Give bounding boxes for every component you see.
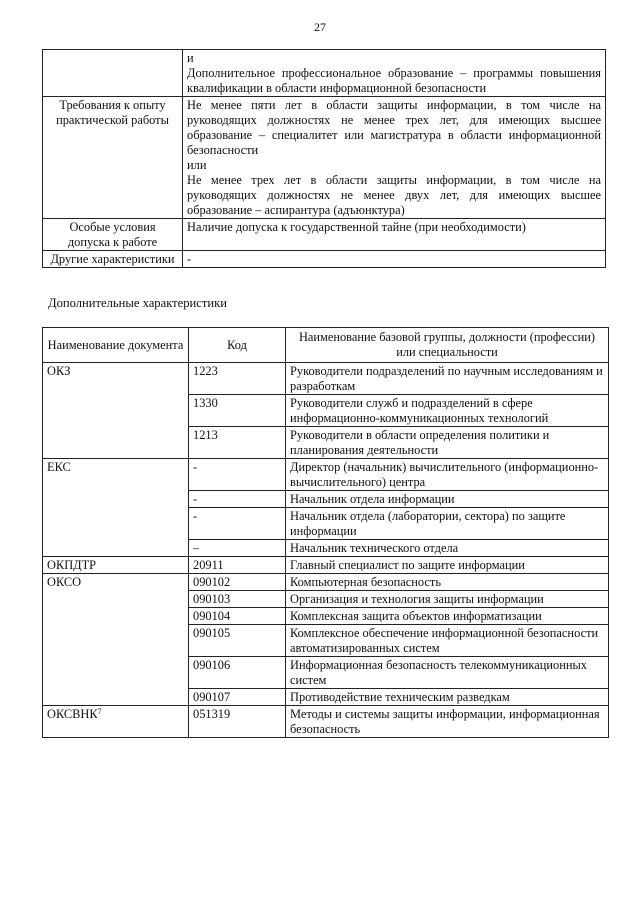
cell-code: 090104 <box>189 608 286 625</box>
cell-code: 1213 <box>189 427 286 459</box>
cell-document <box>43 395 189 427</box>
cell-code: - <box>189 508 286 540</box>
cell-document <box>43 706 189 738</box>
cell-name: Комплексная защита объектов информатизации <box>286 608 609 625</box>
content-line: Не менее трех лет в области защиты информации, в том числе на руководящих должностях не менее двух лет, для имеющих высшее образование – аспирантура (адъюнктура) <box>187 173 601 217</box>
cell-name: Комплексное обеспечение информационной безопасности автоматизированных систем <box>286 625 609 657</box>
cell-name: Информационная безопасность телекоммуникационных систем <box>286 657 609 689</box>
cell-document <box>43 625 189 657</box>
cell-code: 090106 <box>189 657 286 689</box>
row-label: Особые условия допуска к работе <box>43 219 183 251</box>
cell-name: Компьютерная безопасность <box>286 574 609 591</box>
page-number: 27 <box>314 20 326 34</box>
header-document: Наименование документа <box>43 328 189 363</box>
requirements-table <box>42 49 606 268</box>
row-content <box>183 50 606 97</box>
cell-document <box>43 491 189 508</box>
content-line: Наличие допуска к государственной тайне (при необходимости) <box>187 220 526 234</box>
cell-document <box>43 574 189 591</box>
content-line: Не менее пяти лет в области защиты информации, в том числе на руководящих должностях не менее трех лет, для имеющих высшее образование – специалитет или магистратура в области информационной безопасности <box>187 98 601 157</box>
cell-name: Главный специалист по защите информации <box>286 557 609 574</box>
cell-document <box>43 459 189 491</box>
cell-document <box>43 363 189 395</box>
row-label <box>43 50 183 97</box>
cell-code: - <box>189 491 286 508</box>
row-content <box>183 251 606 268</box>
header-code: Код <box>189 328 286 363</box>
additional-characteristics-table <box>42 327 609 738</box>
cell-name: Организация и технология защиты информации <box>286 591 609 608</box>
cell-document <box>43 689 189 706</box>
cell-code: 20911 <box>189 557 286 574</box>
cell-name: Начальник отдела информации <box>286 491 609 508</box>
content-line: Дополнительное профессиональное образование – программы повышения квалификации в области информационной безопасности <box>187 66 601 95</box>
table-row <box>43 219 606 251</box>
cell-code: 1330 <box>189 395 286 427</box>
table-row <box>43 706 609 738</box>
table-row <box>43 608 609 625</box>
cell-name: Противодействие техническим разведкам <box>286 689 609 706</box>
content-line: - <box>187 252 192 266</box>
cell-code: 090103 <box>189 591 286 608</box>
header-name: Наименование базовой группы, должности (профессии) или специальности <box>286 328 609 363</box>
cell-name: Руководители в области определения политики и планирования деятельности <box>286 427 609 459</box>
cell-code: 090102 <box>189 574 286 591</box>
content-line: и <box>187 51 194 65</box>
cell-name: Директор (начальник) вычислительного (информационно-вычислительного) центра <box>286 459 609 491</box>
table-row <box>43 97 606 219</box>
table-row <box>43 540 609 557</box>
cell-name: Руководители служб и подразделений в сфере информационно-коммуникационных технологий <box>286 395 609 427</box>
table-row <box>43 251 606 268</box>
cell-code: - <box>189 459 286 491</box>
cell-name: Начальник технического отдела <box>286 540 609 557</box>
table-row <box>43 395 609 427</box>
footnote-marker: 7 <box>97 707 102 716</box>
table-row <box>43 50 606 97</box>
table-header-row <box>43 328 609 363</box>
section-title: Дополнительные характеристики <box>48 296 227 310</box>
table-row <box>43 591 609 608</box>
table-row <box>43 657 609 689</box>
table-row <box>43 459 609 491</box>
row-label: Требования к опыту практической работы <box>43 97 183 219</box>
table-row <box>43 574 609 591</box>
cell-code: 1223 <box>189 363 286 395</box>
cell-document <box>43 508 189 540</box>
table-row <box>43 363 609 395</box>
cell-code: 051319 <box>189 706 286 738</box>
document-name: ОКСВНК <box>47 707 98 721</box>
cell-name: Методы и системы защиты информации, информационная безопасность <box>286 706 609 738</box>
table-row <box>43 689 609 706</box>
cell-document <box>43 608 189 625</box>
cell-document <box>43 557 189 574</box>
document-name: ОКСО <box>47 575 82 589</box>
table-row <box>43 427 609 459</box>
cell-document <box>43 591 189 608</box>
cell-name: Начальник отдела (лаборатории, сектора) по защите информации <box>286 508 609 540</box>
document-name: ОКПДТР <box>47 558 97 572</box>
document-name: ОКЗ <box>47 364 71 378</box>
row-content <box>183 219 606 251</box>
cell-code: – <box>189 540 286 557</box>
cell-document <box>43 540 189 557</box>
document-name: ЕКС <box>47 460 71 474</box>
cell-name: Руководители подразделений по научным исследованиям и разработкам <box>286 363 609 395</box>
cell-document <box>43 427 189 459</box>
row-label: Другие характеристики <box>43 251 183 268</box>
cell-code: 090107 <box>189 689 286 706</box>
table-row <box>43 508 609 540</box>
cell-code: 090105 <box>189 625 286 657</box>
content-line: или <box>187 158 207 172</box>
cell-document <box>43 657 189 689</box>
row-content <box>183 97 606 219</box>
table-row <box>43 557 609 574</box>
table-row <box>43 491 609 508</box>
table-row <box>43 625 609 657</box>
